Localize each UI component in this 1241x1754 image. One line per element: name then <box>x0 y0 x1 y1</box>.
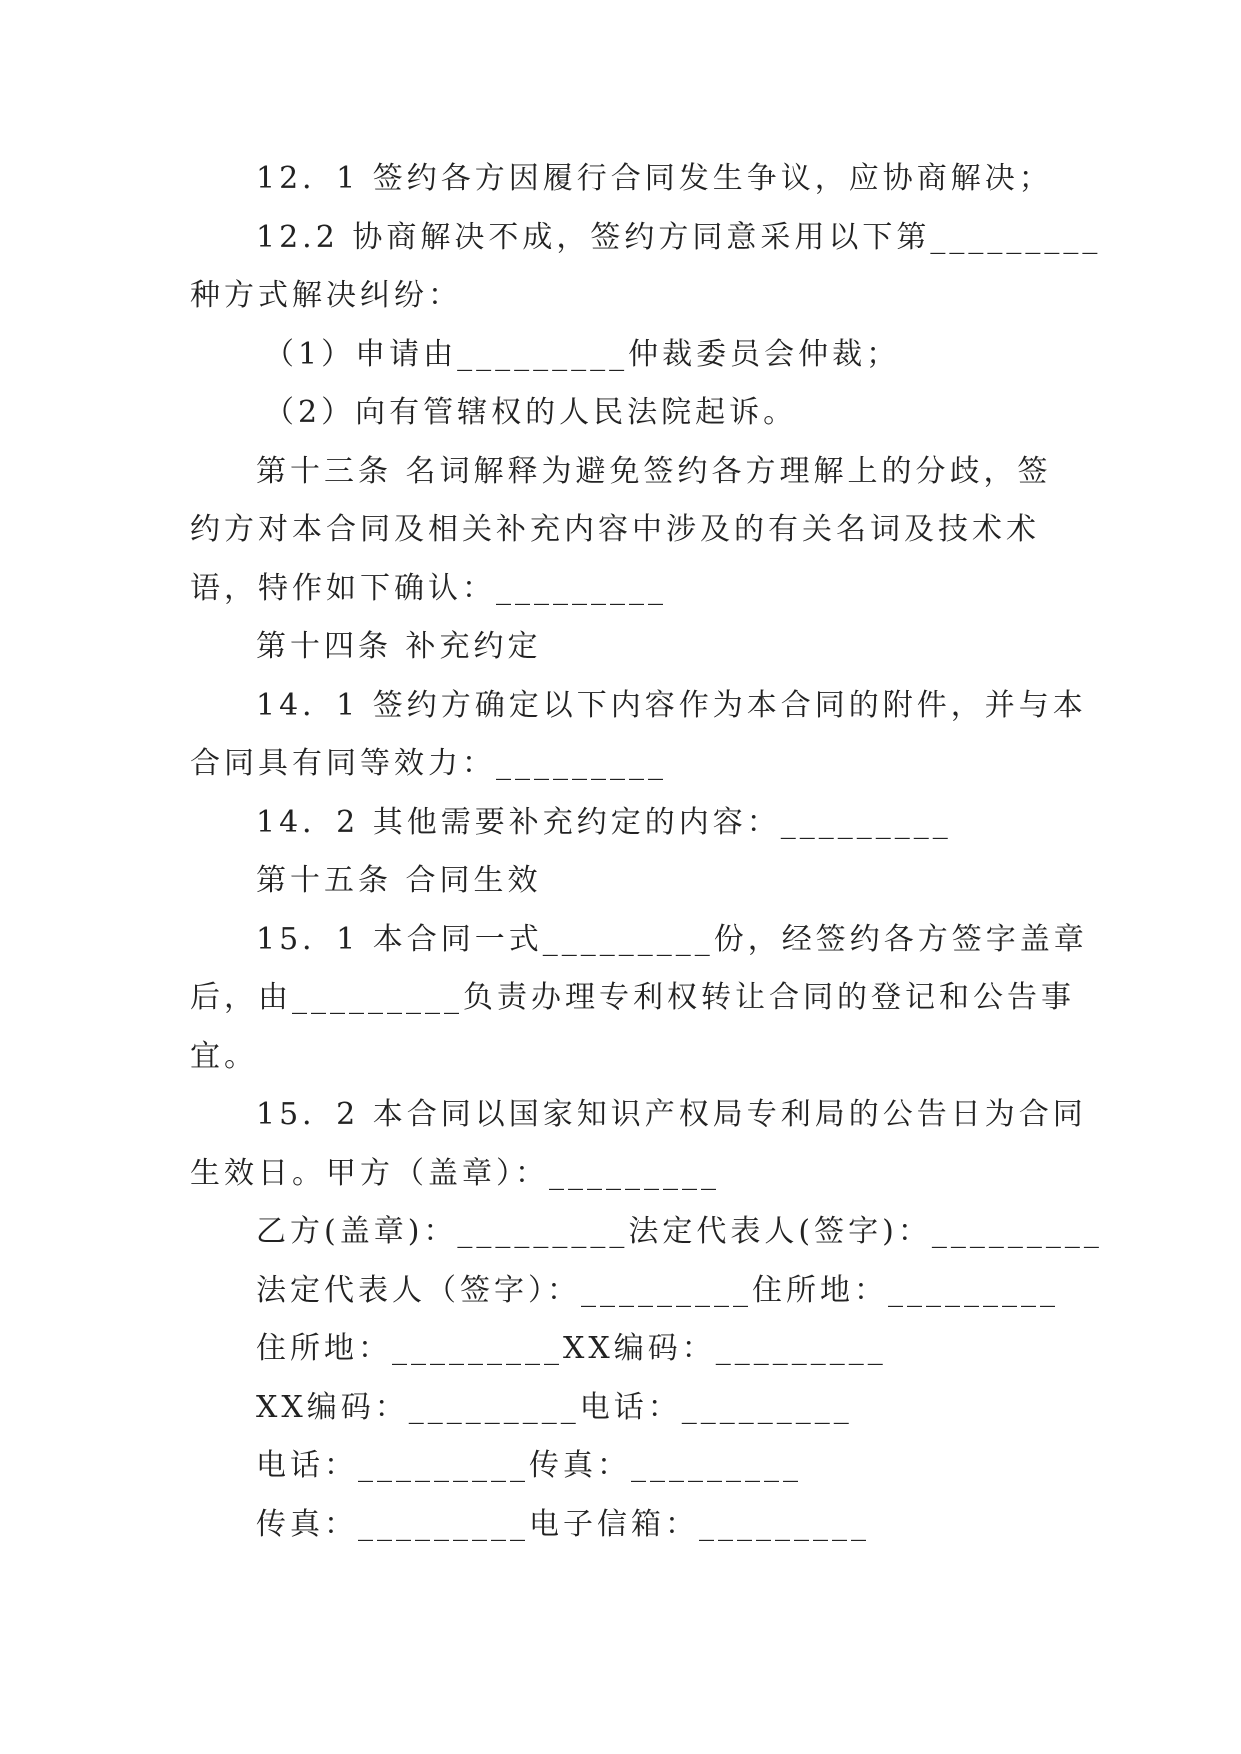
legal-rep-row: 法定代表人（签字）：_________住所地：_________ <box>256 1272 1059 1308</box>
clause-12-2-cont: 种方式解决纠纷： <box>190 278 462 313</box>
party-b-seal-row: 乙方(盖章)：_________法定代表人(签字)：_________ <box>256 1214 1103 1249</box>
clause-15-2: 15．2 本合同以国家知识产权局专利局的公告日为合同 <box>256 1097 1087 1132</box>
clause-14-2: 14．2 其他需要补充约定的内容：_________ <box>256 804 952 840</box>
article-13-cont-1: 约方对本合同及相关补充内容中涉及的有关名词及技术术 <box>190 512 1040 547</box>
clause-12-1: 12．1 签约各方因履行合同发生争议，应协商解决； <box>256 161 1053 196</box>
fax-row: 传真：_________电子信箱：_________ <box>256 1506 870 1542</box>
clause-14-1: 14．1 签约方确定以下内容作为本合同的附件，并与本 <box>256 687 1087 723</box>
clause-15-1-end: 宜。 <box>190 1038 258 1074</box>
party-a-seal: 生效日。甲方（盖章）：_________ <box>190 1155 720 1191</box>
article-15-heading: 第十五条 合同生效 <box>256 863 542 898</box>
clause-15-1: 15．1 本合同一式_________份，经签约各方签字盖章 <box>256 921 1088 957</box>
contract-body <box>190 150 1103 1554</box>
phone-row: 电话：_________传真：_________ <box>256 1448 802 1483</box>
postcode-row: XX编码：_________电话：_________ <box>256 1389 853 1425</box>
article-13-cont-2: 语，特作如下确认：_________ <box>190 570 667 606</box>
option-1: （1）申请由_________仲裁委员会仲裁； <box>264 336 901 372</box>
article-14-heading: 第十四条 补充约定 <box>256 629 542 664</box>
address-row: 住所地：_________XX编码：_________ <box>256 1331 887 1366</box>
clause-12-2: 12.2 协商解决不成，签约方同意采用以下第_________ <box>256 219 1102 255</box>
article-13: 第十三条 名词解释为避免签约各方理解上的分歧，签 <box>256 453 1052 489</box>
clause-14-1-cont: 合同具有同等效力：_________ <box>190 746 667 781</box>
option-2: （2）向有管辖权的人民法院起诉。 <box>264 395 798 430</box>
clause-15-1-cont: 后，由_________负责办理专利权转让合同的登记和公告事 <box>190 980 1075 1015</box>
